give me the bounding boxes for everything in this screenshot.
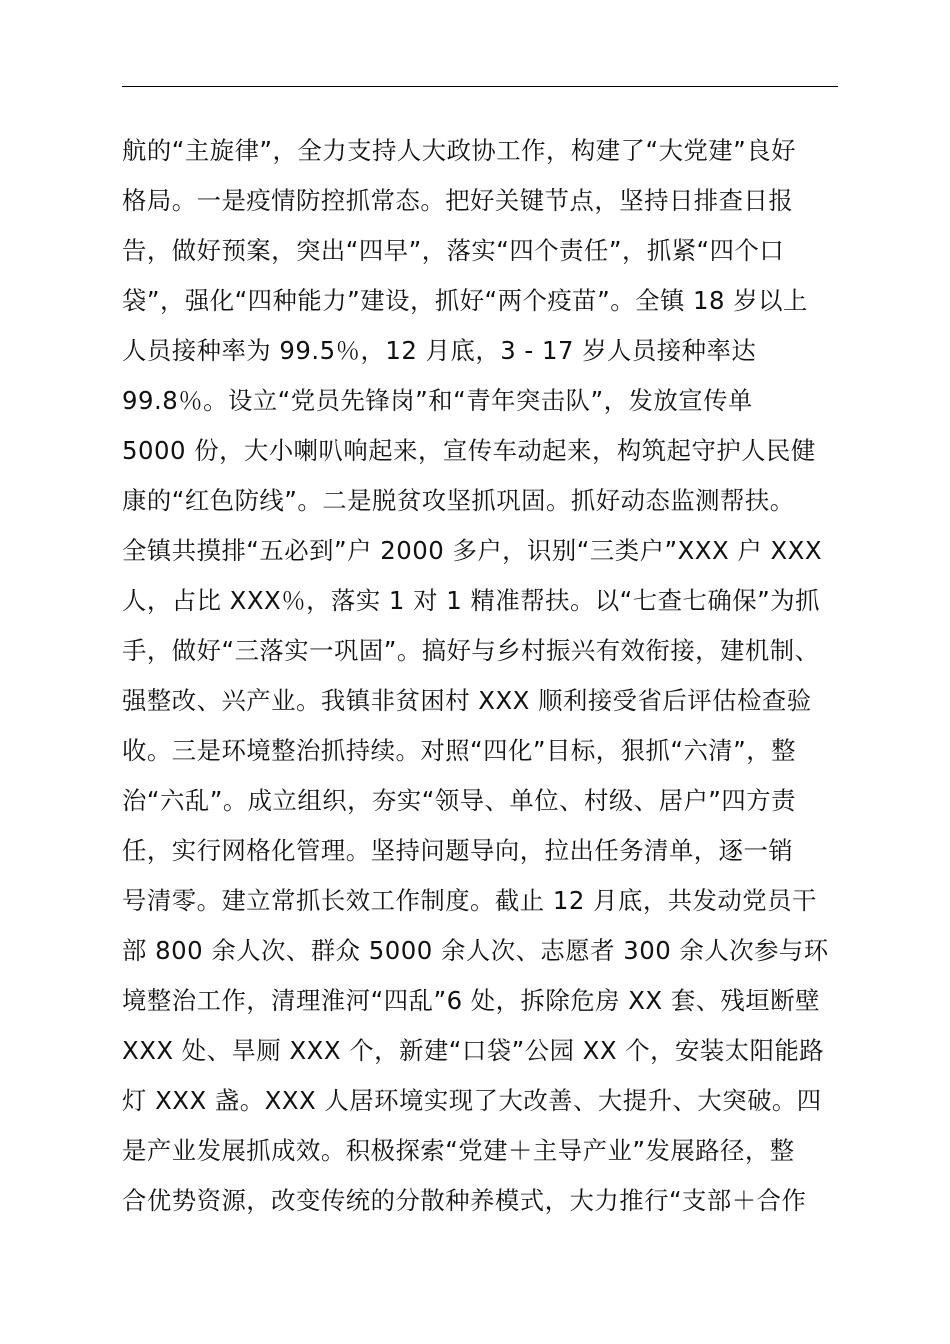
text-line: 格局。一是疫情防控抓常态。把好关键节点，坚持日排查日报 (122, 186, 794, 215)
text-line: 99.8％。设立“党员先锋岗”和“青年突击队”，发放宣传单 (122, 386, 753, 415)
text-line: 手，做好“三落实一巩固”。搞好与乡村振兴有效衔接，建机制、 (122, 636, 820, 665)
text-line: 康的“红色防线”。二是脱贫攻坚抓巩固。抓好动态监测帮扶。 (122, 486, 795, 515)
header-rule (122, 86, 838, 87)
text-line: 境整治工作，清理淮河“四乱”6 处，拆除危房 XX 套、残垣断壁 (122, 986, 821, 1015)
text-line: 收。三是环境整治抓持续。对照“四化”目标，狠抓“六清”，整 (122, 736, 797, 765)
text-line: 全镇共摸排“五必到”户 2000 多户，识别“三类户”XXX 户 XXX (122, 536, 823, 565)
text-line: XXX 处、旱厕 XXX 个，新建“口袋”公园 XX 个，安装太阳能路 (122, 1036, 825, 1065)
text-line: 部 800 余人次、群众 5000 余人次、志愿者 300 余人次参与环 (122, 936, 829, 965)
text-line: 任，实行网格化管理。坚持问题导向，拉出任务清单，逐一销 (122, 836, 794, 865)
text-line: 是产业发展抓成效。积极探索“党建＋主导产业”发展路径，整 (122, 1136, 795, 1165)
text-line: 5000 份，大小喇叭响起来，宣传车动起来，构筑起守护人民健 (122, 436, 816, 465)
text-line: 人员接种率为 99.5％，12 月底，3 - 17 岁人员接种率达 (122, 336, 757, 365)
text-line: 人，占比 XXX％，落实 1 对 1 精准帮扶。以“七查七确保”为抓 (122, 586, 820, 615)
text-line: 袋”，强化“四种能力”建设，抓好“两个疫苗”。全镇 18 岁以上 (122, 286, 808, 315)
text-line: 强整改、兴产业。我镇非贫困村 XXX 顺利接受省后评估检查验 (122, 686, 812, 715)
text-line: 航的“主旋律”，全力支持人大政协工作，构建了“大党建”良好 (122, 136, 797, 165)
text-line: 灯 XXX 盏。XXX 人居环境实现了大改善、大提升、大突破。四 (122, 1086, 822, 1115)
text-line: 合优势资源，改变传统的分散种养模式，大力推行“支部＋合作 (122, 1186, 807, 1215)
text-line: 治“六乱”。成立组织，夯实“领导、单位、村级、居户”四方责 (122, 786, 797, 815)
text-line: 号清零。建立常抓长效工作制度。截止 12 月底，共发动党员干 (122, 886, 817, 915)
body-paragraph (122, 126, 842, 1226)
text-line: 告，做好预案，突出“四早”，落实“四个责任”，抓紧“四个口 (122, 236, 785, 265)
